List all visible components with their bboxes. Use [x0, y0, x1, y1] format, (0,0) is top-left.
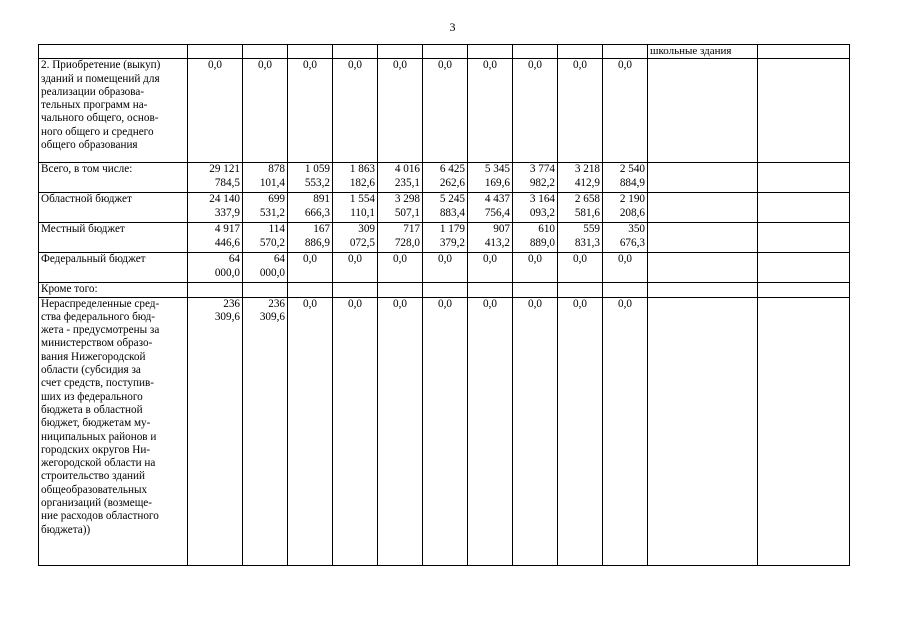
cell-line: 3 298 [394, 193, 420, 206]
cell-line: 0,0 [348, 59, 362, 72]
cell-line: 0,0 [438, 297, 452, 310]
table-row [39, 223, 850, 253]
cell-line: 559 [583, 223, 600, 236]
cell-line: 1 554 [349, 193, 375, 206]
cell-line: 262,6 [439, 176, 465, 189]
cell-line: 446,6 [214, 236, 240, 249]
cell-line: 182,6 [349, 176, 375, 189]
empty-cell [758, 283, 850, 297]
value-cell [188, 163, 243, 193]
value-cell [378, 163, 423, 193]
cell-line: 379,2 [439, 236, 465, 249]
cell-line: реализации образова- [41, 85, 145, 98]
header-cell [558, 45, 603, 59]
value-cell [333, 59, 378, 163]
cell-line: 236 [268, 297, 285, 310]
cell-line: 728,0 [394, 236, 420, 249]
cell-line: организаций (возмеще- [41, 497, 152, 510]
header-cell [423, 45, 468, 59]
cell-line: 110,1 [350, 206, 375, 219]
cell-line: 0,0 [618, 297, 632, 310]
cell-line: 0,0 [258, 59, 272, 72]
value-cell [378, 193, 423, 223]
value-cell [423, 59, 468, 163]
value-cell [513, 297, 558, 565]
value-cell [333, 253, 378, 283]
cell-line: общеобразовательных [41, 483, 148, 496]
cell-line: 235,1 [394, 176, 420, 189]
cell-line: 1 059 [304, 163, 330, 176]
cell-line: 0,0 [348, 297, 362, 310]
cell-line: городских округов Ни- [41, 443, 151, 456]
value-cell [513, 193, 558, 223]
value-cell [288, 193, 333, 223]
cell-line: 3 164 [529, 193, 555, 206]
cell-line: 610 [538, 223, 555, 236]
header-cell [758, 45, 850, 59]
cell-line: счет средств, поступив- [41, 377, 154, 390]
value-cell [468, 297, 513, 565]
cell-line: 4 917 [214, 223, 240, 236]
cell-line: 24 140 [209, 193, 240, 206]
header-cell [468, 45, 513, 59]
note-cell [648, 193, 758, 223]
cell-line: 581,6 [574, 206, 600, 219]
cell-line: 0,0 [303, 59, 317, 72]
cell-line: чального общего, основ- [41, 112, 159, 125]
extra-cell [758, 59, 850, 163]
value-cell [468, 193, 513, 223]
cell-line: 000,0 [214, 266, 240, 279]
value-cell [513, 163, 558, 193]
value-cell [188, 59, 243, 163]
cell-line: 717 [403, 223, 420, 236]
cell-line: 0,0 [618, 253, 632, 266]
value-cell [188, 223, 243, 253]
value-cell [513, 223, 558, 253]
value-cell [468, 223, 513, 253]
cell-line: 0,0 [483, 297, 497, 310]
cell-line: ние расходов областного [41, 510, 159, 523]
cell-line: Областной бюджет [41, 193, 132, 206]
cell-line: 676,3 [619, 236, 645, 249]
cell-line: 0,0 [438, 253, 452, 266]
value-cell [188, 297, 243, 565]
value-cell [243, 253, 288, 283]
value-cell [288, 59, 333, 163]
cell-line: 2 658 [574, 193, 600, 206]
cell-line: 831,3 [574, 236, 600, 249]
value-cell [558, 59, 603, 163]
cell-line: 2. Приобретение (выкуп) [41, 59, 161, 72]
cell-line: бюджета в областной [41, 403, 143, 416]
value-cell [513, 253, 558, 283]
cell-line: 531,2 [259, 206, 285, 219]
cell-line: Всего, в том числе: [41, 163, 133, 176]
cell-line: 666,3 [304, 206, 330, 219]
value-cell [333, 297, 378, 565]
header-cell [39, 45, 188, 59]
row-label [39, 59, 188, 163]
extra-cell [758, 297, 850, 565]
cell-line: 784,5 [214, 176, 240, 189]
cell-line: 0,0 [573, 59, 587, 72]
cell-line: 0,0 [528, 59, 542, 72]
value-cell [333, 193, 378, 223]
empty-cell [648, 283, 758, 297]
cell-line: 309,6 [214, 310, 240, 323]
value-cell [423, 163, 468, 193]
value-cell [558, 193, 603, 223]
note-cell [648, 223, 758, 253]
cell-line: 0,0 [303, 297, 317, 310]
cell-line: 886,9 [304, 236, 330, 249]
cell-line: 982,2 [529, 176, 555, 189]
empty-cell [288, 283, 333, 297]
value-cell [243, 59, 288, 163]
value-cell [558, 253, 603, 283]
cell-line: 000,0 [259, 266, 285, 279]
value-cell [378, 223, 423, 253]
page-number: 3 [449, 20, 456, 34]
table-row [39, 59, 850, 163]
cell-line: 350 [628, 223, 645, 236]
cell-line: ства федерального бюд- [41, 310, 155, 323]
cell-line: 883,4 [439, 206, 465, 219]
cell-line: 114 [268, 223, 285, 236]
value-cell [603, 59, 648, 163]
cell-line: 891 [313, 193, 330, 206]
cell-line: 884,9 [619, 176, 645, 189]
cell-line: Федеральный бюджет [41, 253, 146, 266]
row-label: Кроме того: [39, 283, 188, 297]
cell-line: 0,0 [528, 253, 542, 266]
cell-line: 6 425 [439, 163, 465, 176]
cell-line: 29 121 [209, 163, 240, 176]
empty-cell [243, 283, 288, 297]
value-cell [603, 163, 648, 193]
cell-line: бюджет, бюджетам му- [41, 417, 151, 430]
cell-line: 699 [268, 193, 285, 206]
empty-cell [378, 283, 423, 297]
cell-line: 5 245 [439, 193, 465, 206]
extra-cell [758, 163, 850, 193]
cell-line: 0,0 [303, 253, 317, 266]
value-cell [558, 223, 603, 253]
cell-line: 0,0 [208, 59, 222, 72]
empty-cell [188, 283, 243, 297]
header-cell [188, 45, 243, 59]
empty-cell [333, 283, 378, 297]
cell-line: 2 540 [619, 163, 645, 176]
cell-line: 0,0 [393, 253, 407, 266]
value-cell [188, 193, 243, 223]
cell-line: 309 [358, 223, 375, 236]
note-cell [648, 253, 758, 283]
value-cell [423, 193, 468, 223]
value-cell [333, 223, 378, 253]
header-cell [513, 45, 558, 59]
cell-line: 072,5 [349, 236, 375, 249]
cell-line: ших из федерального [41, 390, 143, 403]
header-cell [378, 45, 423, 59]
header-cell [243, 45, 288, 59]
cell-line: 0,0 [348, 253, 362, 266]
value-cell [243, 297, 288, 565]
value-cell [243, 193, 288, 223]
budget-table [38, 44, 850, 566]
value-cell [243, 163, 288, 193]
cell-line: тельных программ на- [41, 99, 148, 112]
value-cell [288, 223, 333, 253]
cell-line: министерством образо- [41, 337, 153, 350]
table-row [39, 253, 850, 283]
cell-line: 309,6 [259, 310, 285, 323]
value-cell [468, 163, 513, 193]
cell-line: 878 [268, 163, 285, 176]
cell-line: 0,0 [528, 297, 542, 310]
table-row [39, 297, 850, 565]
value-cell [603, 297, 648, 565]
cell-line: ного общего и среднего [41, 125, 154, 138]
cell-line: 1 863 [349, 163, 375, 176]
cell-line: 570,2 [259, 236, 285, 249]
cell-line: 0,0 [393, 59, 407, 72]
cell-line: 553,2 [304, 176, 330, 189]
empty-cell [513, 283, 558, 297]
extra-cell [758, 223, 850, 253]
cell-line: жегородской области на [41, 457, 156, 470]
cell-line: 0,0 [483, 59, 497, 72]
header-cell [288, 45, 333, 59]
value-cell [423, 223, 468, 253]
cell-line: строительство зданий [41, 470, 145, 483]
cell-line: 0,0 [483, 253, 497, 266]
note-cell [648, 297, 758, 565]
value-cell [243, 223, 288, 253]
value-cell [333, 163, 378, 193]
value-cell [468, 59, 513, 163]
cell-line: 5 345 [484, 163, 510, 176]
cell-line: 3 774 [529, 163, 555, 176]
empty-cell [558, 283, 603, 297]
cell-line: 236 [223, 297, 240, 310]
value-cell [603, 253, 648, 283]
header-cell [603, 45, 648, 59]
cell-line: 64 [273, 253, 285, 266]
row-label [39, 253, 188, 283]
cell-line: 907 [493, 223, 510, 236]
value-cell [378, 253, 423, 283]
cell-line: 3 218 [574, 163, 600, 176]
cell-line: 4 016 [394, 163, 420, 176]
cell-line: вания Нижегородской [41, 350, 146, 363]
value-cell [378, 59, 423, 163]
value-cell [558, 297, 603, 565]
cell-line: 4 437 [484, 193, 510, 206]
cell-line: 093,2 [529, 206, 555, 219]
row-label [39, 223, 188, 253]
cell-line: жета - предусмотрены за [41, 324, 160, 337]
cell-line: Нераспределенные сред- [41, 297, 160, 310]
value-cell [288, 297, 333, 565]
header-cell [333, 45, 378, 59]
cell-line: 756,4 [484, 206, 510, 219]
cell-line: 412,9 [574, 176, 600, 189]
note-cell [648, 59, 758, 163]
header-row [39, 45, 850, 59]
table-row [39, 283, 850, 297]
value-cell [558, 163, 603, 193]
cell-line: 889,0 [529, 236, 555, 249]
value-cell [468, 253, 513, 283]
row-label [39, 163, 188, 193]
extra-cell [758, 253, 850, 283]
value-cell [288, 163, 333, 193]
cell-line: области (субсидия за [41, 364, 141, 377]
cell-line: 413,2 [484, 236, 510, 249]
cell-line: 64 [228, 253, 240, 266]
value-cell [603, 223, 648, 253]
table-row [39, 163, 850, 193]
note-cell [648, 163, 758, 193]
empty-cell [423, 283, 468, 297]
cell-line: ниципальных районов и [41, 430, 157, 443]
cell-line: Местный бюджет [41, 223, 125, 236]
cell-line: 208,6 [619, 206, 645, 219]
value-cell [288, 253, 333, 283]
header-note: школьные здания [648, 45, 758, 59]
cell-line: общего образования [41, 139, 138, 152]
empty-cell [603, 283, 648, 297]
cell-line: 0,0 [438, 59, 452, 72]
row-label [39, 297, 188, 565]
cell-line: 1 179 [439, 223, 465, 236]
cell-line: 0,0 [573, 253, 587, 266]
cell-line: 0,0 [573, 297, 587, 310]
value-cell [513, 59, 558, 163]
extra-cell [758, 193, 850, 223]
value-cell [423, 297, 468, 565]
cell-line: бюджета)) [41, 523, 91, 536]
cell-line: 507,1 [394, 206, 420, 219]
table-row [39, 193, 850, 223]
cell-line: 2 190 [619, 193, 645, 206]
value-cell [423, 253, 468, 283]
value-cell [188, 253, 243, 283]
cell-line: 337,9 [214, 206, 240, 219]
cell-line: 101,4 [259, 176, 285, 189]
cell-line: зданий и помещений для [41, 72, 160, 85]
value-cell [378, 297, 423, 565]
cell-line: 169,6 [484, 176, 510, 189]
cell-line: 167 [313, 223, 330, 236]
cell-line: 0,0 [393, 297, 407, 310]
cell-line: 0,0 [618, 59, 632, 72]
empty-cell [468, 283, 513, 297]
value-cell [603, 193, 648, 223]
row-label [39, 193, 188, 223]
